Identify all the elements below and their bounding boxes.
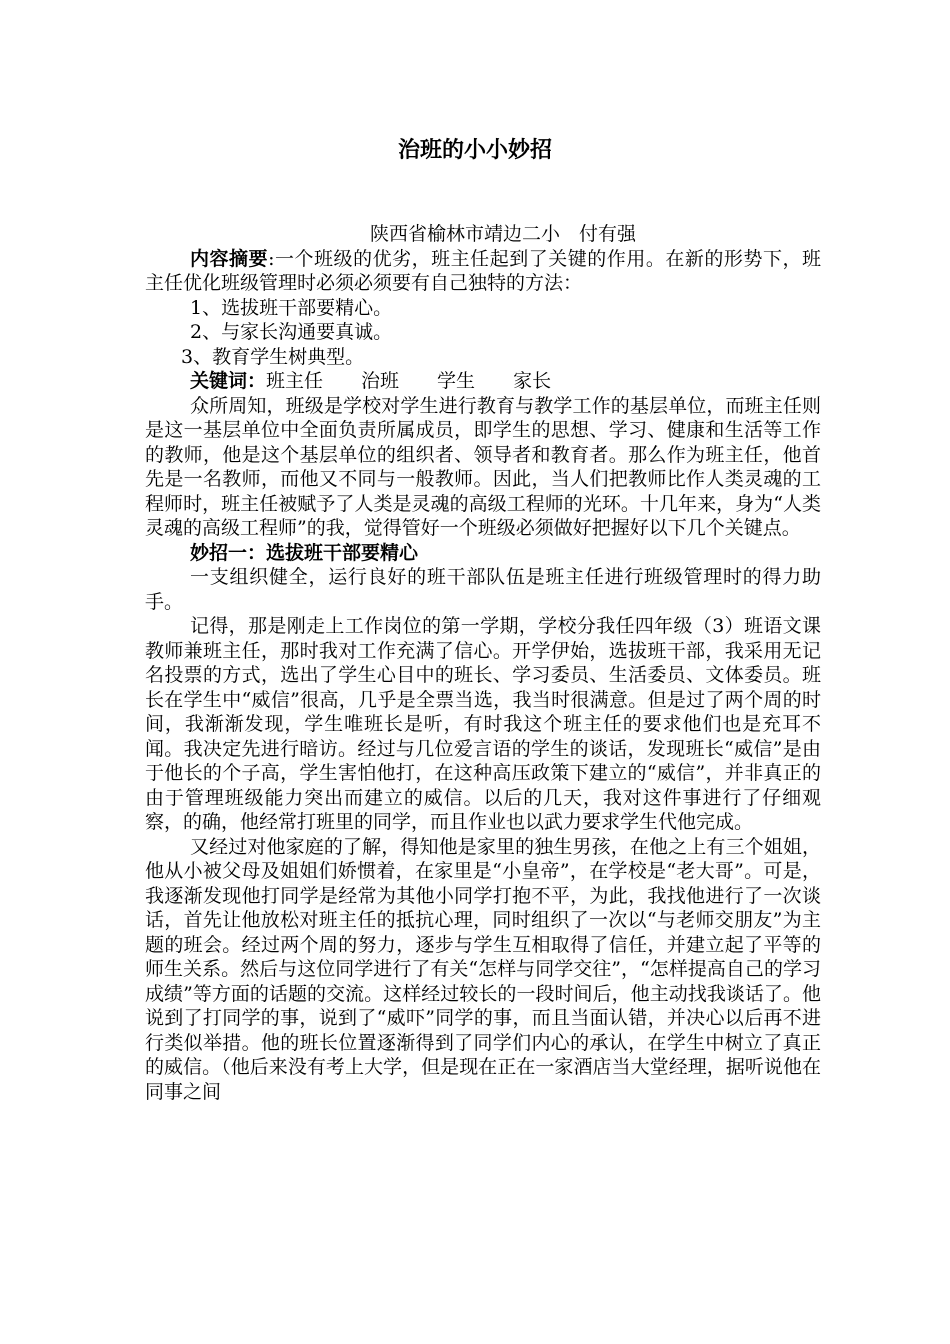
keyword: 治班 (361, 370, 400, 392)
keyword: 学生 (437, 370, 476, 392)
section-heading (145, 541, 821, 566)
keyword: 班主任 (266, 370, 324, 392)
keywords-label: 关键词： (190, 370, 267, 392)
section-heading-text: 妙招一：选拔班干部要精心 (190, 541, 419, 564)
list-item: 1、选拔班干部要精心。 (190, 296, 393, 319)
abstract-label: 内容摘要 (190, 247, 269, 270)
author-line: 陕西省榆林市靖边二小 付有强 (369, 223, 636, 245)
paragraph: 记得，那是刚走上工作岗位的第一学期，学校分我任四年级（3）班语文课教师兼班主任，那时我对工作充满了信心。开学伊始，选拔班干部，我采用无记名投票的方式，选出了学生心目中的班长、学习委员、生活委员、文体委员。班长在学生中“威信”很高，几乎是全票当选，我当时很满意。但是过了两个周的时间，我渐渐发现，学生唯班长是听，有时我这个班主任的要求他们也是充耳不闻。我决定先进行暗访。经过与几位爱言语的学生的谈话，发现班长“威信”是由于他长的个子高，学生害怕他打，在这种高压政策下建立的“威信”，并非真正的由于管理班级能力突出而建立的威信。以后的几天，我对这件事进行了仔细观察，的确，他经常打班里的同学，而且作业也以武力要求学生代他完成。 (145, 615, 821, 833)
paragraph: 众所周知，班级是学校对学生进行教育与教学工作的基层单位，而班主任则是这一基层单位中全面负责所属成员，即学生的思想、学习、健康和生活等工作的教师，他是这个基层单位的组织者、领导者和教育者。那么作为班主任，他首先是一名教师，而他又不同与一般教师。因此，当人们把教师比作人类灵魂的工程师时，班主任被赋予了人类是灵魂的高级工程师的光环。十几年来，身为“人类灵魂的高级工程师”的我，觉得管好一个班级必须做好把握好以下几个关键点。 (145, 394, 821, 539)
abstract-text: :一个班级的优劣，班主任起到了关键的作用。在新的形势下，班主任优化班级管理时必须必须要有自己独特的方法： (145, 247, 821, 294)
abstract (145, 247, 821, 296)
keyword: 家长 (513, 370, 552, 392)
paragraph: 一支组织健全，运行良好的班干部队伍是班主任进行班级管理时的得力助手。 (145, 566, 821, 613)
paragraph: 又经过对他家庭的了解，得知他是家里的独生男孩，在他之上有三个姐姐，他从小被父母及姐姐们娇惯着，在家里是“小皇帝”，在学校是“老大哥”。可是，我逐渐发现他打同学是经常为其他小同学打抱不平，为此，我找他进行了一次谈话，首先让他放松对班主任的抵抗心理，同时组织了一次以“与老师交朋友”为主题的班会。经过两个周的努力，逐步与学生互相取得了信任，并建立起了平等的师生关系。然后与这位同学进行了有关“怎样与同学交往”，“怎样提高自己的学习成绩”等方面的话题的交流。这样经过较长的一段时间后，他主动找我谈话了。他说到了打同学的事，说到了“威吓”同学的事，而且当面认错，并决心以后再不进行类似举措。他的班长位置逐渐得到了同学们内心的承认，在学生中树立了真正的威信。（他后来没有考上大学，但是现在正在一家酒店当大堂经理，据听说他在同事之间 (145, 835, 821, 1103)
keywords-line (145, 369, 821, 394)
document-body (145, 222, 821, 1104)
list-item: 2、与家长沟通要真诚。 (190, 321, 393, 343)
list-item: 3、教育学生树典型。 (181, 345, 365, 368)
document-title: 治班的小小妙招 (397, 137, 552, 163)
